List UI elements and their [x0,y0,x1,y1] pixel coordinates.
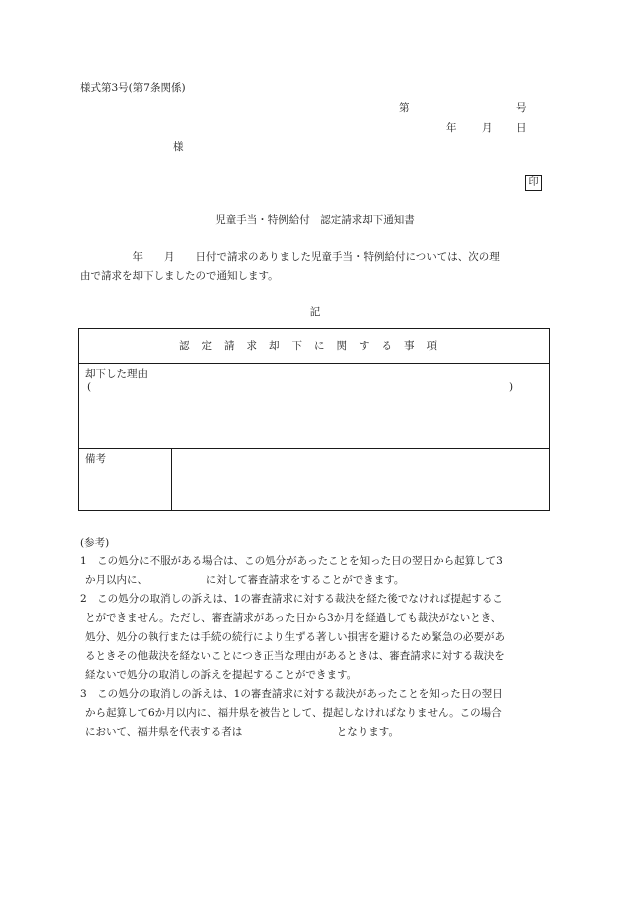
reason-cell [79,364,549,449]
form-number: 様式第3号(第7条関係) [80,82,186,94]
document-title: 児童手当・特例給付 認定請求却下通知書 [215,214,415,226]
seal-mark: 印 [525,175,542,191]
reference-note-line: から起算して6か月以内に、福井県を被告として、提起しなければなりません。この場合 [85,707,502,719]
reference-note-line: 1 この処分に不服がある場合は、この処分があったことを知った日の翌日から起算して3 [80,555,503,567]
document-number-prefix: 第 [399,102,410,114]
reference-note-line: 2 この処分の取消しの訴えは、1の審査請求に対する裁決を経た後でなければ提起するこ [80,593,503,605]
reference-note-line: 処分、処分の執行または手続の続行により生ずる著しい損害を避けるため緊急の必要があ [85,631,505,643]
reason-close-paren: ) [509,381,514,393]
reference-title: (参考) [80,537,110,549]
body-text-line: 年 月 日付で請求のありました児童手当・特例給付については、次の理 [80,251,500,263]
rejection-details-table [78,328,550,511]
table-header: 認定請求却下に関する事項 [79,329,549,364]
reference-note-line: か月以内に、 に対して審査請求をすることができます。 [85,574,405,586]
reference-note-line: 3 この処分の取消しの訴えは、1の審査請求に対する裁決があったことを知った日の翌日 [80,688,503,700]
reason-label: 却下した理由 [85,368,148,380]
date-day-label: 日 [516,122,527,134]
date-month-label: 月 [482,122,493,134]
remarks-label: 備考 [85,453,106,465]
document-number-suffix: 号 [516,102,527,114]
reference-note-line: 経ないで処分の取消しの訴えを提起することができます。 [85,669,358,681]
reference-note-line: とができません。ただし、審査請求があった日から3か月を経過しても裁決がないとき、 [85,612,502,624]
date-year-label: 年 [446,122,457,134]
remarks-label-cell [79,449,172,510]
reference-note-line: において、福井県を代表する者は となります。 [85,726,399,738]
addressee-honorific: 様 [173,141,184,153]
reference-note-line: るときその他裁決を経ないことにつき正当な理由があるときは、審査請求に対する裁決を [85,650,505,662]
body-text-line: 由で請求を却下しましたので通知します。 [80,270,279,282]
reason-open-paren: ( [87,381,92,393]
ki-heading: 記 [309,306,321,318]
